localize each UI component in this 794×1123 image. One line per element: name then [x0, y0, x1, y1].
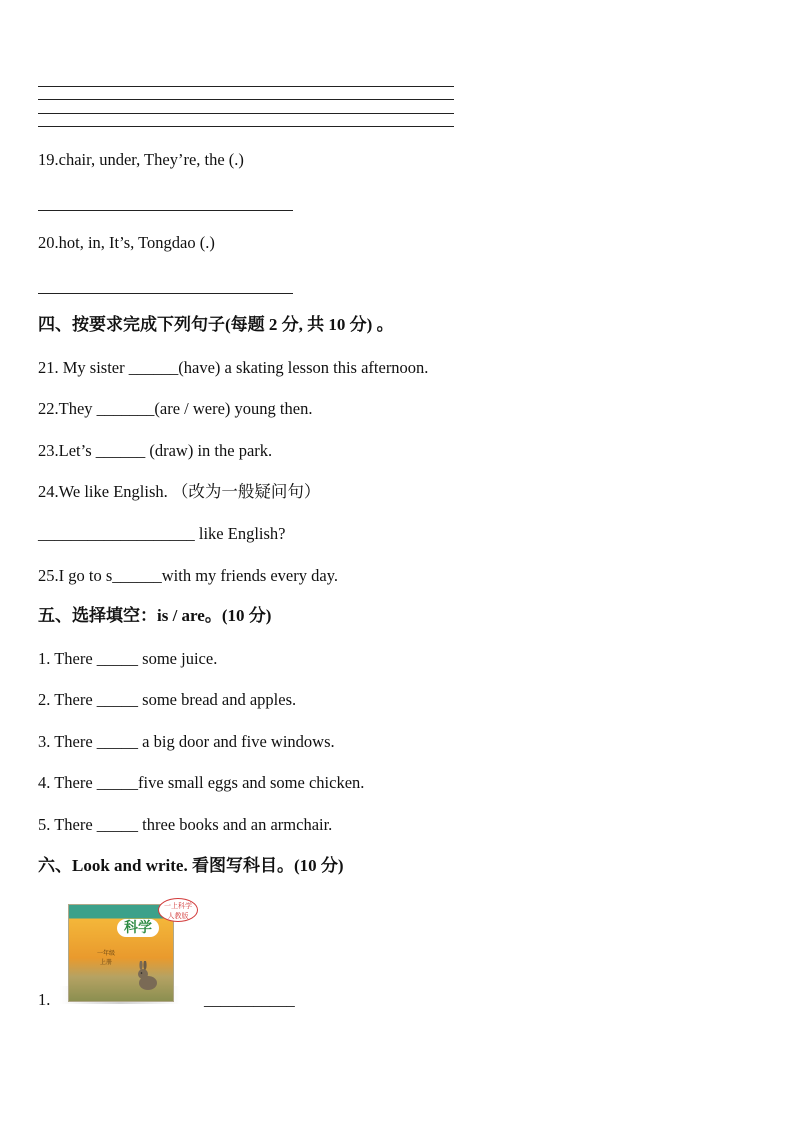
fill-item-1: 1. There _____ some juice.: [38, 649, 218, 668]
badge-line2: 人教版: [167, 912, 189, 920]
item-1-number: 1.: [38, 990, 51, 1009]
edition-badge: [158, 898, 198, 922]
book-grade-line1: 一年级: [96, 950, 115, 957]
fill-item-2: 2. There _____ some bread and apples.: [38, 690, 297, 709]
book-grade: [91, 949, 121, 967]
question-23: 23.Let’s ______ (draw) in the park.: [38, 441, 273, 460]
question-25: 25.I go to s______with my friends every day.: [38, 566, 339, 585]
question-21: 21. My sister ______(have) a skating lesson this afternoon.: [38, 358, 429, 377]
section-6-heading: 六、Look and write. 看图写科目。(10 分): [38, 856, 344, 875]
section-4-heading: 四、按要求完成下列句子(每题 2 分, 共 10 分) 。: [38, 315, 394, 334]
question-24: 24.We like English. （改为一般疑问句）: [38, 482, 321, 501]
question-20: 20.hot, in, It’s, Tongdao (.): [38, 233, 215, 252]
fill-item-3: 3. There _____ a big door and five windows.: [38, 732, 335, 751]
book-cover: [68, 904, 174, 1002]
book-grade-line2: 上册: [99, 959, 112, 966]
badge-line1: 一上科学: [164, 902, 192, 910]
item-1-answer-blank[interactable]: ___________: [204, 990, 295, 1009]
science-book-image: [60, 898, 192, 1004]
fill-item-4: 4. There _____five small eggs and some chicken.: [38, 773, 365, 792]
question-19: 19.chair, under, They’re, the (.): [38, 150, 244, 169]
rabbit-icon: [135, 961, 159, 991]
question-24-answer: ___________________ like English?: [38, 524, 286, 543]
book-title: 科学: [117, 919, 159, 937]
answer-rule-3: [38, 113, 454, 114]
answer-rule-2: [38, 99, 454, 100]
section-5-heading: 五、选择填空：is / are。(10 分): [38, 606, 272, 625]
fill-item-5: 5. There _____ three books and an armchair.: [38, 815, 333, 834]
answer-line-20[interactable]: [38, 293, 293, 294]
question-22: 22.They _______(are / were) young then.: [38, 399, 313, 418]
answer-line-19[interactable]: [38, 210, 293, 211]
answer-rule-1: [38, 86, 454, 87]
answer-rule-4: [38, 126, 454, 127]
